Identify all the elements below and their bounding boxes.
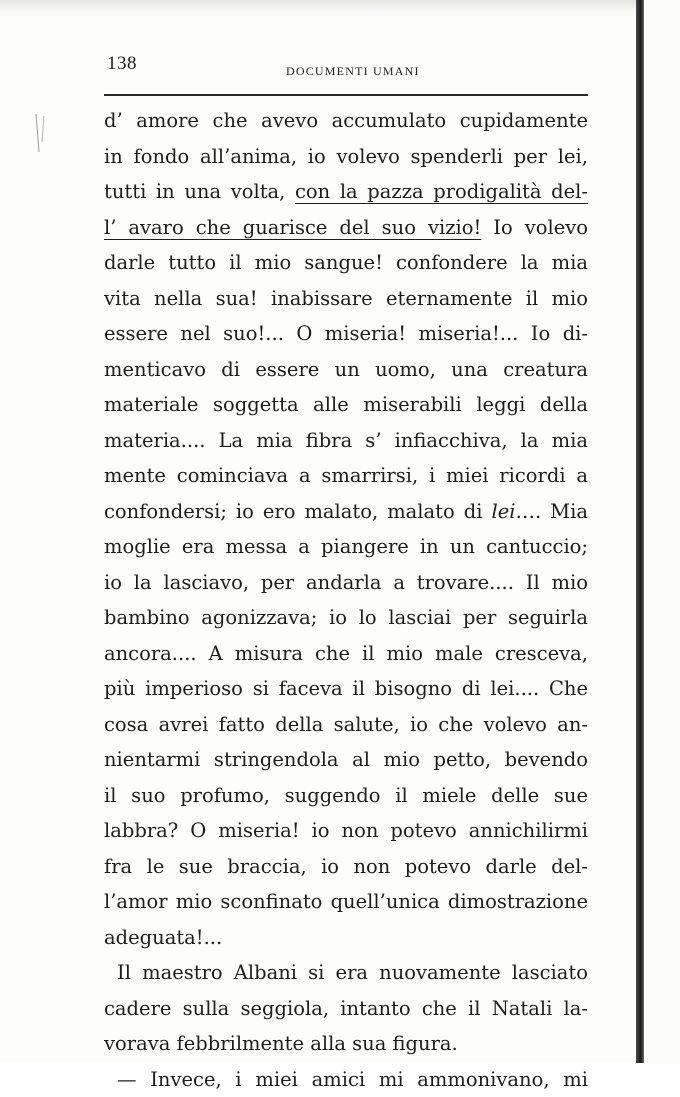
text-line <box>104 174 588 210</box>
page-number: 138 <box>107 53 137 75</box>
text-segment: Io volevo <box>481 216 588 239</box>
text-line: io la lasciavo, per andarla a trovare.... Il mio <box>104 565 588 601</box>
text-line: nientarmi stringendola al mio petto, bevendo <box>104 742 588 778</box>
text-segment: …. Mia <box>515 500 588 523</box>
text-line: — Invece, i miei amici mi ammonivano, mi <box>104 1062 588 1097</box>
page-margin-outside <box>644 0 680 1063</box>
text-line: adeguata!... <box>104 920 588 956</box>
text-line <box>104 210 588 246</box>
text-segment: confondersi; io ero malato, malato di <box>104 500 491 523</box>
text-line: l’amor mio sconfinato quell’unica dimostrazione <box>104 884 588 920</box>
text-segment: tutti in una volta, <box>104 180 295 203</box>
text-line: menticavo di essere un uomo, una creatura <box>104 352 588 388</box>
text-line: più imperioso si faceva il bisogno di lei.... Che <box>104 671 588 707</box>
text-line: labbra? O miseria! io non potevo annichilirmi <box>104 813 588 849</box>
text-line: mente cominciava a smarrirsi, i miei ricordi a <box>104 458 588 494</box>
text-line: darle tutto il mio sangue! confondere la mia <box>104 245 588 281</box>
body-text <box>104 103 588 1097</box>
text-line <box>104 494 588 530</box>
underlined-phrase: con la pazza prodigalità del- <box>295 180 588 203</box>
underlined-phrase: l’ avaro che guarisce del suo vizio! <box>104 216 481 239</box>
text-line: il suo profumo, suggendo il miele delle sue <box>104 778 588 814</box>
pencil-margin-mark <box>34 112 46 154</box>
text-line: cosa avrei fatto della salute, io che volevo an- <box>104 707 588 743</box>
text-line: materiale soggetta alle miserabili leggi della <box>104 387 588 423</box>
text-line: ancora.... A misura che il mio male cresceva, <box>104 636 588 672</box>
text-line: moglie era messa a piangere in un cantuccio; <box>104 529 588 565</box>
text-line: bambino agonizzava; io lo lasciai per seguirla <box>104 600 588 636</box>
text-line: vita nella sua! inabissare eternamente il mio <box>104 281 588 317</box>
italic-word: lei <box>491 500 515 523</box>
text-line: materia.... La mia fibra s’ infiacchiva, la mia <box>104 423 588 459</box>
text-line: cadere sulla seggiola, intanto che il Natali la- <box>104 991 588 1027</box>
text-line: in fondo all’anima, io volevo spenderli per lei, <box>104 139 588 175</box>
text-line: d’ amore che avevo accumulato cupidamente <box>104 103 588 139</box>
page-top-shade <box>0 0 680 14</box>
text-line: essere nel suo!... O miseria! miseria!... Io di- <box>104 316 588 352</box>
page-header <box>104 50 588 96</box>
page-edge-shadow <box>636 0 644 1063</box>
text-line: vorava febbrilmente alla sua figura. <box>104 1026 588 1062</box>
text-line: fra le sue braccia, io non potevo darle del- <box>104 849 588 885</box>
text-line: Il maestro Albani si era nuovamente lasciato <box>104 955 588 991</box>
running-title: DOCUMENTI UMANI <box>286 64 420 79</box>
